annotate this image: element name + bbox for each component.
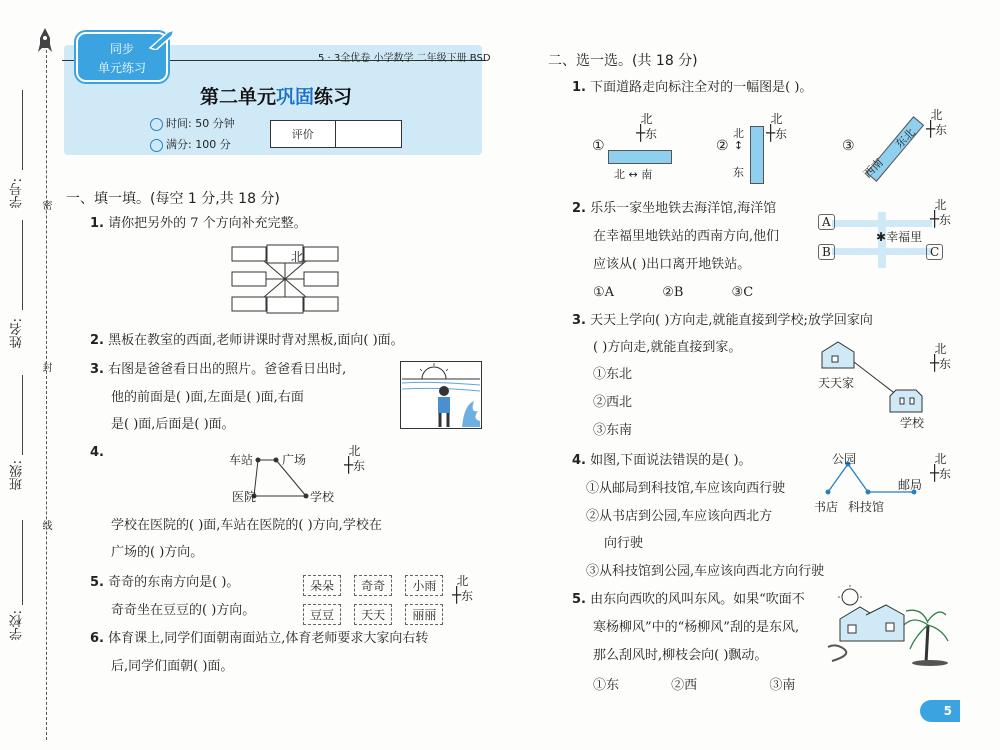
school-label: 学校: [10, 610, 25, 641]
station-dot-icon: ✱ [876, 230, 887, 244]
seal-feng: 封 [40, 362, 51, 372]
q-number: 6. [90, 631, 104, 646]
section-2-title: 二、选一选。(共 18 分) [548, 53, 698, 69]
seat-doudou: 豆豆 [303, 604, 341, 625]
square-label: 广场 [282, 453, 307, 467]
compass-east: 东 [353, 459, 366, 473]
s1-q3-line-3: 是( )面,后面是( )面。 [111, 417, 235, 432]
road-vertical [750, 126, 764, 184]
s1-q4 [90, 442, 104, 464]
seat-lili: 丽丽 [405, 604, 443, 625]
q-text-line-1: 体育课上,同学们面朝南面站立,体育老师要求大家向右转 [108, 631, 429, 646]
q-text: 请你把另外的 7 个方向补充完整。 [108, 216, 307, 231]
compass-north: 北 [456, 574, 469, 588]
s2-q2-line-3: 应该从( )出口离开地铁站。 [593, 257, 751, 272]
s1-q1 [90, 213, 307, 235]
s1-q2 [90, 330, 404, 352]
school-building-label: 学校 [900, 416, 925, 430]
s2-q5-option-2[interactable]: ②西 [671, 678, 698, 693]
s1-q6-line-2: 后,同学们面朝( )面。 [111, 659, 234, 674]
time-text: 时间: 50 分钟 [166, 117, 235, 130]
exit-b: B [818, 244, 835, 260]
rocket-icon [38, 28, 52, 54]
s2-q3-option-3[interactable]: ③东南 [593, 423, 633, 438]
q-number: 5. [90, 575, 104, 590]
q-text-line-1: 乐乐一家坐地铁去海洋馆,海洋馆 [590, 201, 777, 216]
student-id-label: 学号: [10, 178, 25, 209]
s2-q1-option-1-marker[interactable]: ① [592, 138, 605, 154]
s1-q3-line-2: 他的前面是( )面,左面是( )面,右面 [111, 390, 304, 405]
station-label: 车站 [229, 453, 254, 467]
s2-q2 [572, 198, 776, 220]
s2-q2-option-a[interactable]: ①A [593, 285, 615, 300]
northeast-label: 东北 [892, 125, 918, 151]
compass-s2-q1b [766, 112, 787, 141]
s2-q5-option-1[interactable]: ①东 [593, 678, 620, 693]
q-text-line-1: 奇奇的东南方向是( )。 [108, 575, 240, 590]
compass-s2-q1c [926, 108, 947, 137]
school-label: 学校 [310, 490, 335, 504]
rocket-badge-icon [148, 28, 176, 54]
evaluation-box [270, 120, 402, 148]
eight-directions-diagram [230, 243, 340, 315]
road-horizontal [608, 150, 672, 164]
s2-q3 [572, 310, 873, 332]
q-number: 5. [572, 592, 586, 607]
s2-q2-option-b[interactable]: ②B [662, 285, 684, 300]
s2-q1-option-2-marker[interactable]: ② [716, 138, 729, 154]
compass-east: 东 [645, 127, 658, 141]
s2-q5 [572, 589, 805, 611]
compass-north: 北 [930, 108, 943, 122]
hospital-label: 医院 [232, 490, 257, 504]
exit-a: A [818, 214, 835, 230]
tiantian-home-label: 天天家 [818, 376, 855, 390]
class-label: 班级: [10, 460, 25, 491]
q-number: 1. [90, 216, 104, 231]
compass-east: 东 [939, 357, 952, 371]
park-label: 公园 [832, 452, 857, 466]
s2-q1-option-3-marker[interactable]: ③ [842, 138, 855, 154]
science-museum-label: 科技馆 [848, 500, 885, 514]
q-text: 如图,下面说法错误的是( )。 [590, 453, 752, 468]
s2-q5-options [593, 675, 795, 697]
ns-label: 北 ↔ 南 [614, 168, 653, 181]
compass-east: 东 [939, 467, 952, 481]
cross-icon: ┼ [926, 120, 936, 138]
s2-q4-option-2-cont: 向行驶 [604, 536, 644, 551]
cross-icon: ┼ [766, 124, 776, 142]
q-number: 3. [90, 362, 104, 377]
up-down-arrow-icon: ↕ [733, 139, 744, 152]
s1-q4-line-2: 广场的( )方向。 [111, 545, 204, 560]
north-text: 北 [733, 127, 744, 140]
series-label: 5 · 3全优卷 小学数学 二年级下册 BSD [318, 53, 491, 64]
compass-north: 北 [348, 444, 361, 458]
compass-east: 东 [935, 123, 948, 137]
s2-q4-option-3[interactable]: ③从科技馆到公园,车应该向西北方向行驶 [586, 564, 825, 579]
s2-q4-option-1[interactable]: ①从邮局到科技馆,车应该向西行驶 [586, 481, 786, 496]
cross-icon: ┼ [930, 464, 940, 482]
s2-q3-option-2[interactable]: ②西北 [593, 395, 633, 410]
xingfuli-station [876, 228, 922, 245]
page-number: 5 [920, 700, 960, 722]
page-title [200, 82, 352, 109]
q-number: 2. [90, 333, 104, 348]
title-part-c: 练习 [314, 86, 353, 108]
compass-s2-q3 [930, 342, 951, 371]
seat-qiqi: 奇奇 [354, 575, 392, 596]
seal-xian: 线 [40, 520, 51, 530]
sunrise-photo [400, 361, 482, 429]
east-bottom-label: 东 [733, 166, 744, 179]
ns-vertical-label [733, 128, 744, 152]
s2-q5-line-2: 寒杨柳风”中的“杨柳风”刮的是东风, [593, 620, 800, 635]
q-number: 2. [572, 201, 586, 216]
badge-line-2: 单元练习 [97, 61, 146, 75]
clock-icon [150, 118, 163, 131]
cross-icon: ┼ [344, 456, 354, 474]
southwest-label: 西南 [860, 155, 886, 181]
s2-q5-option-3[interactable]: ③南 [769, 678, 796, 693]
q-text-line-1: 右图是爸爸看日出的照片。爸爸看日出时, [108, 362, 347, 377]
s1-q5 [90, 572, 239, 594]
name-blank[interactable] [22, 220, 23, 310]
s1-q4-line-1: 学校在医院的( )面,车站在医院的( )方向,学校在 [111, 518, 382, 533]
badge-line-1: 同步 [109, 42, 134, 56]
evaluation-field[interactable] [336, 121, 402, 147]
compass-east: 东 [775, 127, 788, 141]
cross-icon: ┼ [452, 586, 462, 604]
time-info [150, 115, 235, 131]
compass-north: 北 [934, 342, 947, 356]
s1-q3 [90, 359, 346, 381]
s1-q5-line-2: 奇奇坐在豆豆的( )方向。 [111, 603, 256, 618]
compass-east: 东 [461, 589, 474, 603]
student-id-blank[interactable] [22, 90, 23, 170]
q-text-line-1: 由东向西吹的风叫东风。如果“吹面不 [590, 592, 805, 607]
compass-s2-q2 [930, 198, 951, 227]
seat-chart [302, 575, 444, 625]
q-text: 下面道路走向标注全对的一幅图是( )。 [590, 80, 813, 95]
subway-map [816, 210, 946, 270]
seat-tiantian: 天天 [354, 604, 392, 625]
section-1-title: 一、填一填。(每空 1 分,共 18 分) [66, 191, 280, 207]
compass-north: 北 [934, 452, 947, 466]
q-number: 3. [572, 313, 586, 328]
score-info [150, 136, 231, 152]
bookstore-label: 书店 [814, 500, 839, 514]
q-number: 4. [572, 453, 586, 468]
s2-q4 [572, 450, 752, 472]
evaluation-label: 评价 [271, 121, 336, 147]
s1-q6 [90, 628, 428, 650]
compass-s1-q4 [344, 444, 365, 473]
s2-q2-options [593, 282, 753, 304]
compass-north: 北 [640, 112, 653, 126]
s2-q3-option-1[interactable]: ①东北 [593, 367, 633, 382]
s2-q1 [572, 77, 812, 99]
compass-north: 北 [934, 198, 947, 212]
score-text: 满分: 100 分 [166, 138, 231, 151]
title-part-a: 第二单元 [200, 86, 277, 108]
compass-s1-q5 [452, 574, 473, 603]
cross-icon: ┼ [930, 210, 940, 228]
s2-q4-option-2[interactable]: ②从书店到公园,车应该向西北方 [586, 509, 773, 524]
check-icon [150, 139, 163, 152]
exit-c: C [926, 244, 943, 260]
q-number: 1. [572, 80, 586, 95]
binding-dashed-line [46, 50, 47, 740]
class-blank[interactable] [22, 375, 23, 455]
s2-q5-line-3: 那么刮风时,柳枝会向( )飘动。 [593, 648, 768, 663]
s2-q3-line-2: ( )方向走,就能直接到家。 [593, 340, 742, 355]
q-number: 4. [90, 445, 104, 460]
school-blank[interactable] [22, 520, 23, 605]
willow-wind-picture [826, 585, 950, 667]
seat-xiaoyu: 小雨 [405, 575, 443, 596]
title-highlight: 巩固 [276, 86, 315, 108]
compass-s2-q1a [636, 112, 657, 141]
compass-north: 北 [770, 112, 783, 126]
s2-q2-line-2: 在幸福里地铁站的西南方向,他们 [593, 229, 780, 244]
seal-mi: 密 [40, 200, 51, 210]
name-label: 姓名: [10, 318, 25, 349]
cross-icon: ┼ [636, 124, 646, 142]
seat-duoduo: 朵朵 [303, 575, 341, 596]
compass-east: 东 [939, 213, 952, 227]
compass-s2-q4 [930, 452, 951, 481]
q-text-line-1: 天天上学向( )方向走,就能直接到学校;放学回家向 [590, 313, 873, 328]
cross-icon: ┼ [930, 354, 940, 372]
q-text: 黑板在教室的西面,老师讲课时背对黑板,面向( )面。 [108, 333, 404, 348]
post-office-label: 邮局 [898, 478, 923, 492]
station-name: 幸福里 [886, 230, 923, 244]
north-box-label: 北 [291, 250, 304, 264]
s2-q2-option-c[interactable]: ③C [731, 285, 754, 300]
